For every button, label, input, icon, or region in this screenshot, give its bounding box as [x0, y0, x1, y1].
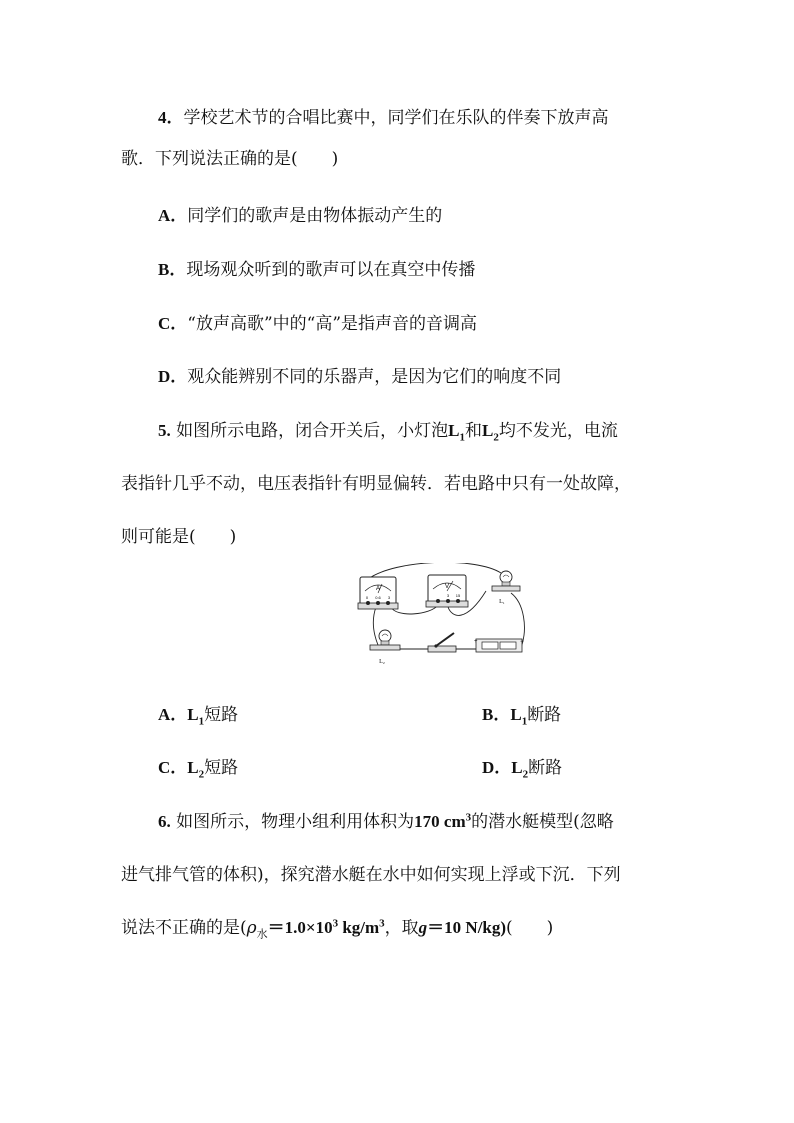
q4-option-c[interactable]: C．“放声高歌”中的“高”是指声音的音调高: [158, 314, 478, 334]
q4-stem-line1: 4．学校艺术节的合唱比赛中，同学们在乐队的伴奏下放声高: [158, 108, 609, 128]
q5-option-d[interactable]: D．$L_2$断路: [482, 758, 563, 781]
q6-stem-line1: 6. 如图所示，物理小组利用体积为170 $cm^3$的潜水艇模型(忽略: [158, 811, 614, 832]
circuit-diagram: [356, 563, 536, 671]
wire-ammeter-l2: [373, 607, 378, 645]
q4-number: 4．: [158, 108, 184, 127]
q5-option-a[interactable]: A．$L_1$短路: [158, 705, 239, 728]
ammeter-symbol: A: [375, 586, 381, 592]
q5-number: 5.: [158, 421, 171, 440]
q5-stem-line2: 表指针几乎不动，电压表指针有明显偏转．若电路中只有一处故障，: [121, 474, 631, 494]
q4-stem-line2: 歌．下列说法正确的是( ): [121, 149, 339, 169]
voltmeter-terminal-0: 3: [446, 593, 450, 598]
q6-stem-line2: 进气排气管的体积)，探究潜水艇在水中如何实现上浮或下沉．下列: [121, 865, 621, 885]
voltmeter: [426, 575, 468, 607]
q5-stem-line1: 5. 如图所示电路，闭合开关后，小灯泡$L_1$和$L_2$均不发光，电流: [158, 421, 618, 444]
q4-option-d[interactable]: D．观众能辨别不同的乐器声，是因为它们的响度不同: [158, 367, 562, 387]
q4-option-a[interactable]: A．同学们的歌声是由物体振动产生的: [158, 206, 443, 226]
voltmeter-terminal-1: 15: [455, 593, 461, 598]
q6-number: 6.: [158, 812, 171, 831]
ammeter-terminal-2: 3: [387, 595, 391, 600]
ammeter-terminal-0: 0: [365, 595, 369, 600]
ammeter-terminal-1: 0.6: [375, 595, 381, 600]
q5-option-b[interactable]: B．$L_1$断路: [482, 705, 562, 728]
q4-option-b[interactable]: B．现场观众听到的歌声可以在真空中传播: [158, 260, 476, 280]
bulb-l2-label: L₂: [379, 659, 385, 665]
switch: [428, 633, 456, 652]
q6-stem-line3: 说法不正确的是($\rho_水=1.0\times 10^3$ $kg/m^3$，取g＝10 N/kg)( ): [121, 917, 554, 941]
bulb-l1: [492, 571, 520, 605]
q5-stem-line3: 则可能是( ): [121, 527, 237, 547]
battery-pack: [474, 639, 524, 652]
bulb-l1-label: L₁: [499, 599, 505, 605]
ammeter: [358, 577, 398, 609]
battery-minus: −: [520, 639, 524, 645]
q5-option-c[interactable]: C．$L_2$短路: [158, 758, 239, 781]
voltmeter-symbol: V: [444, 584, 450, 590]
battery-plus: +: [474, 639, 478, 645]
